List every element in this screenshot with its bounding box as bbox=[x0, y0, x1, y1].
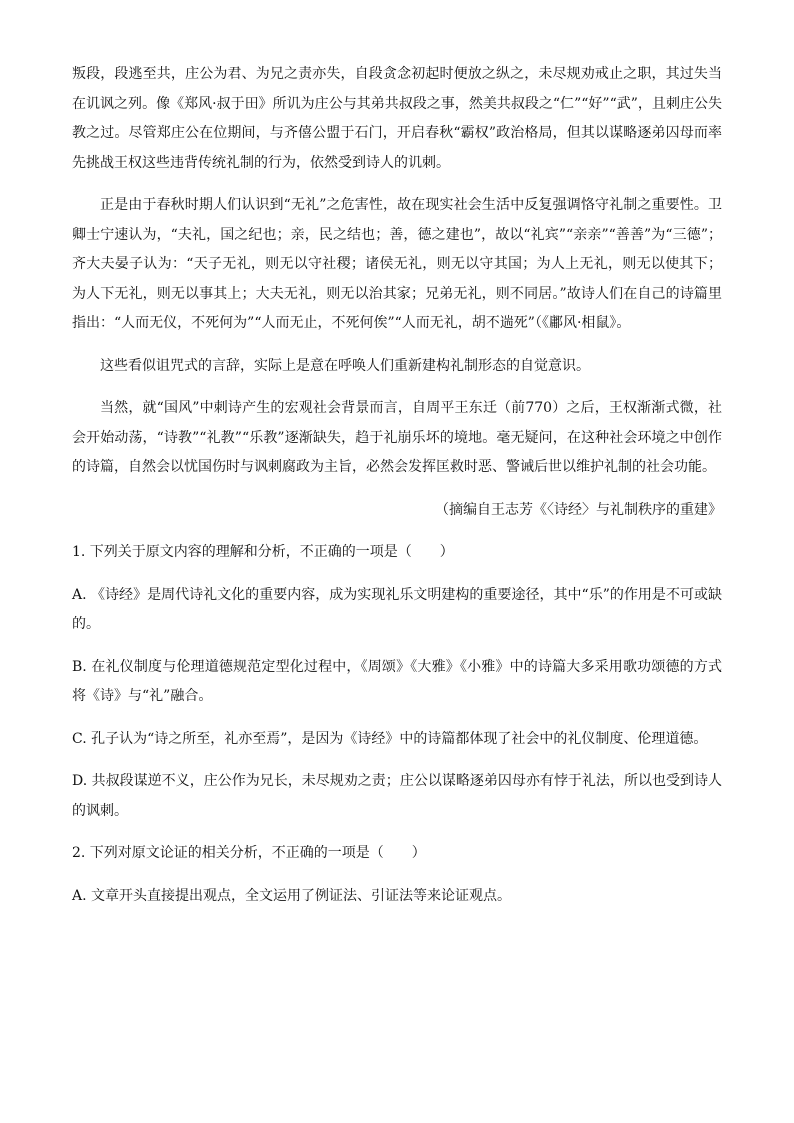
passage-paragraph-1: 叛段，段逃至共，庄公为君、为兄之责亦失，自段贪念初起时便放之纵之，未尽规劝戒止之职，其过失当在讥讽之列。像《郑风·叔于田》所讥为庄公与其弟共叔段之事，然美共叔段之“仁”“好”“武”，且刺庄公失教之过。尽管郑庄公在位期间，与齐僖公盟于石门，开启春秋“霸权”政治格局，但其以谋略逐弟囚母而率先挑战王权这些违背传统礼制的行为，依然受到诗人的讥刺。 bbox=[72, 66, 722, 171]
passage-paragraph-3: 这些看似诅咒式的言辞，实际上是意在呼唤人们重新建构礼制形态的自觉意识。 bbox=[100, 357, 590, 374]
question-2-option-a: A. 文章开头直接提出观点，全文运用了例证法、引证法等来论证观点。 bbox=[72, 887, 512, 904]
question-1-option-c: C. 孔子认为“诗之所至，礼亦至焉”，是因为《诗经》中的诗篇都体现了社会中的礼仪制度、伦理道德。 bbox=[72, 730, 708, 747]
question-1-option-b: B. 在礼仪制度与伦理道德规范定型化过程中，《周颂》《大雅》《小雅》中的诗篇大多采用歌功颂德的方式将《诗》与“礼”融合。 bbox=[72, 658, 722, 704]
passage-paragraph-4: 当然，就“国风”中刺诗产生的宏观社会背景而言，自周平王东迁（前770）之后，王权渐渐式微，社会开始动荡，“诗教”“礼教”“乐教”逐渐缺失，趋于礼崩乐坏的境地。毫无疑问，在这种社会环境之中创作的诗篇，自然会以忧国伤时与讽刺腐政为主旨，必然会发挥匡救时恶、警诫后世以维护礼制的社会功能。 bbox=[72, 400, 722, 475]
question-1-option-a: A. 《诗经》是周代诗礼文化的重要内容，成为实现礼乐文明建构的重要途径，其中“乐”的作用是不可或缺的。 bbox=[72, 586, 722, 632]
question-1-stem: 1. 下列关于原文内容的理解和分析，不正确的一项是（ ） bbox=[72, 544, 454, 560]
document-page bbox=[72, 60, 722, 924]
question-1-option-d: D. 共叔段谋逆不义，庄公作为兄长，未尽规劝之责；庄公以谋略逐弟囚母亦有悖于礼法，所以也受到诗人的讽刺。 bbox=[72, 773, 722, 819]
passage-paragraph-2: 正是由于春秋时期人们认识到“无礼”之危害性，故在现实社会生活中反复强调恪守礼制之重要性。卫卿士宁速认为，“夫礼，国之纪也；亲，民之结也；善，德之建也”，故以“礼宾”“亲亲”“善善”为“三德”；齐大夫晏子认为：“天子无礼，则无以守社稷；诸侯无礼，则无以守其国；为人上无礼，则无以使其下；为人下无礼，则无以事其上；大夫无礼，则无以治其家；兄弟无礼，则不同居。”故诗人们在自己的诗篇里指出：“人而无仪，不死何为”“人而无止，不死何俟”“人而无礼，胡不遄死”（《鄘风·相鼠》。 bbox=[72, 197, 722, 331]
question-2-stem: 2. 下列对原文论证的相关分析，不正确的一项是（ ） bbox=[72, 845, 426, 861]
passage-source: （摘编自王志芳《〈诗经〉与礼制秩序的重建》 bbox=[435, 501, 722, 518]
